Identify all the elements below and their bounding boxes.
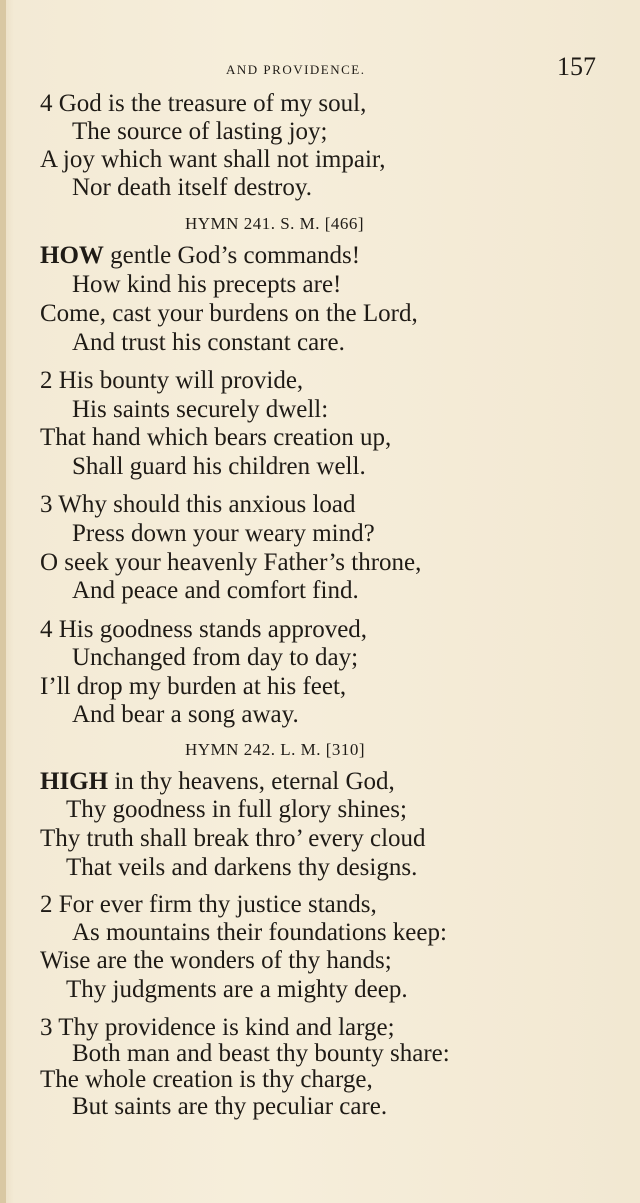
hymn-heading: HYMN 242. L. M. [310] bbox=[185, 740, 366, 759]
stanza-line: Shall guard his children well. bbox=[72, 453, 366, 480]
running-head: AND PROVIDENCE. bbox=[226, 62, 366, 77]
stanza-line: Thy truth shall break thro’ every cloud bbox=[40, 825, 426, 852]
stanza-line: How kind his precepts are! bbox=[72, 271, 342, 298]
stanza-line: The source of lasting joy; bbox=[72, 118, 328, 145]
stanza-line: And trust his constant care. bbox=[72, 329, 345, 356]
stanza-line: A joy which want shall not impair, bbox=[40, 146, 386, 173]
stanza-line: Wise are the wonders of thy hands; bbox=[40, 947, 392, 974]
stanza-line: And bear a song away. bbox=[72, 701, 299, 728]
stanza-line: Press down your weary mind? bbox=[72, 520, 375, 547]
stanza-line: 2 For ever firm thy justice stands, bbox=[40, 891, 377, 918]
stanza-line: But saints are thy peculiar care. bbox=[72, 1093, 388, 1120]
stanza-line: Both man and beast thy bounty share: bbox=[72, 1040, 450, 1067]
stanza-line: 2 His bounty will provide, bbox=[40, 367, 304, 394]
stanza-line: I’ll drop my burden at his feet, bbox=[40, 673, 347, 700]
stanza-line bbox=[40, 768, 395, 796]
stanza-line: As mountains their foundations keep: bbox=[72, 919, 447, 946]
opening-word: HOW bbox=[40, 242, 104, 269]
page-number: 157 bbox=[557, 52, 596, 81]
stanza-line: Thy judgments are a mighty deep. bbox=[66, 976, 408, 1003]
stanza-line: 3 Thy providence is kind and large; bbox=[40, 1014, 395, 1041]
stanza-line: And peace and comfort find. bbox=[72, 577, 359, 604]
stanza-line: 3 Why should this anxious load bbox=[40, 491, 356, 518]
page-header bbox=[226, 52, 596, 86]
stanza-line: His saints securely dwell: bbox=[72, 396, 329, 423]
stanza-line: 4 God is the treasure of my soul, bbox=[40, 90, 367, 117]
stanza-line: 4 His goodness stands approved, bbox=[40, 616, 368, 643]
stanza-line: Come, cast your burdens on the Lord, bbox=[40, 300, 418, 327]
opening-word: HIGH bbox=[40, 768, 109, 795]
stanza-line: O seek your heavenly Father’s throne, bbox=[40, 549, 422, 576]
stanza-line bbox=[40, 242, 360, 270]
stanza-line: The whole creation is thy charge, bbox=[40, 1066, 373, 1093]
page-gutter bbox=[0, 0, 6, 1203]
stanza-line: Unchanged from day to day; bbox=[72, 644, 359, 671]
stanza-line: That hand which bears creation up, bbox=[40, 424, 392, 451]
hymn-heading: HYMN 241. S. M. [466] bbox=[185, 214, 365, 233]
stanza-line: That veils and darkens thy designs. bbox=[66, 854, 418, 881]
stanza-line: Thy goodness in full glory shines; bbox=[66, 796, 407, 823]
line-text: in thy heavens, eternal God, bbox=[108, 768, 395, 795]
stanza-line: Nor death itself destroy. bbox=[72, 174, 312, 201]
line-text: gentle God’s commands! bbox=[103, 242, 361, 269]
